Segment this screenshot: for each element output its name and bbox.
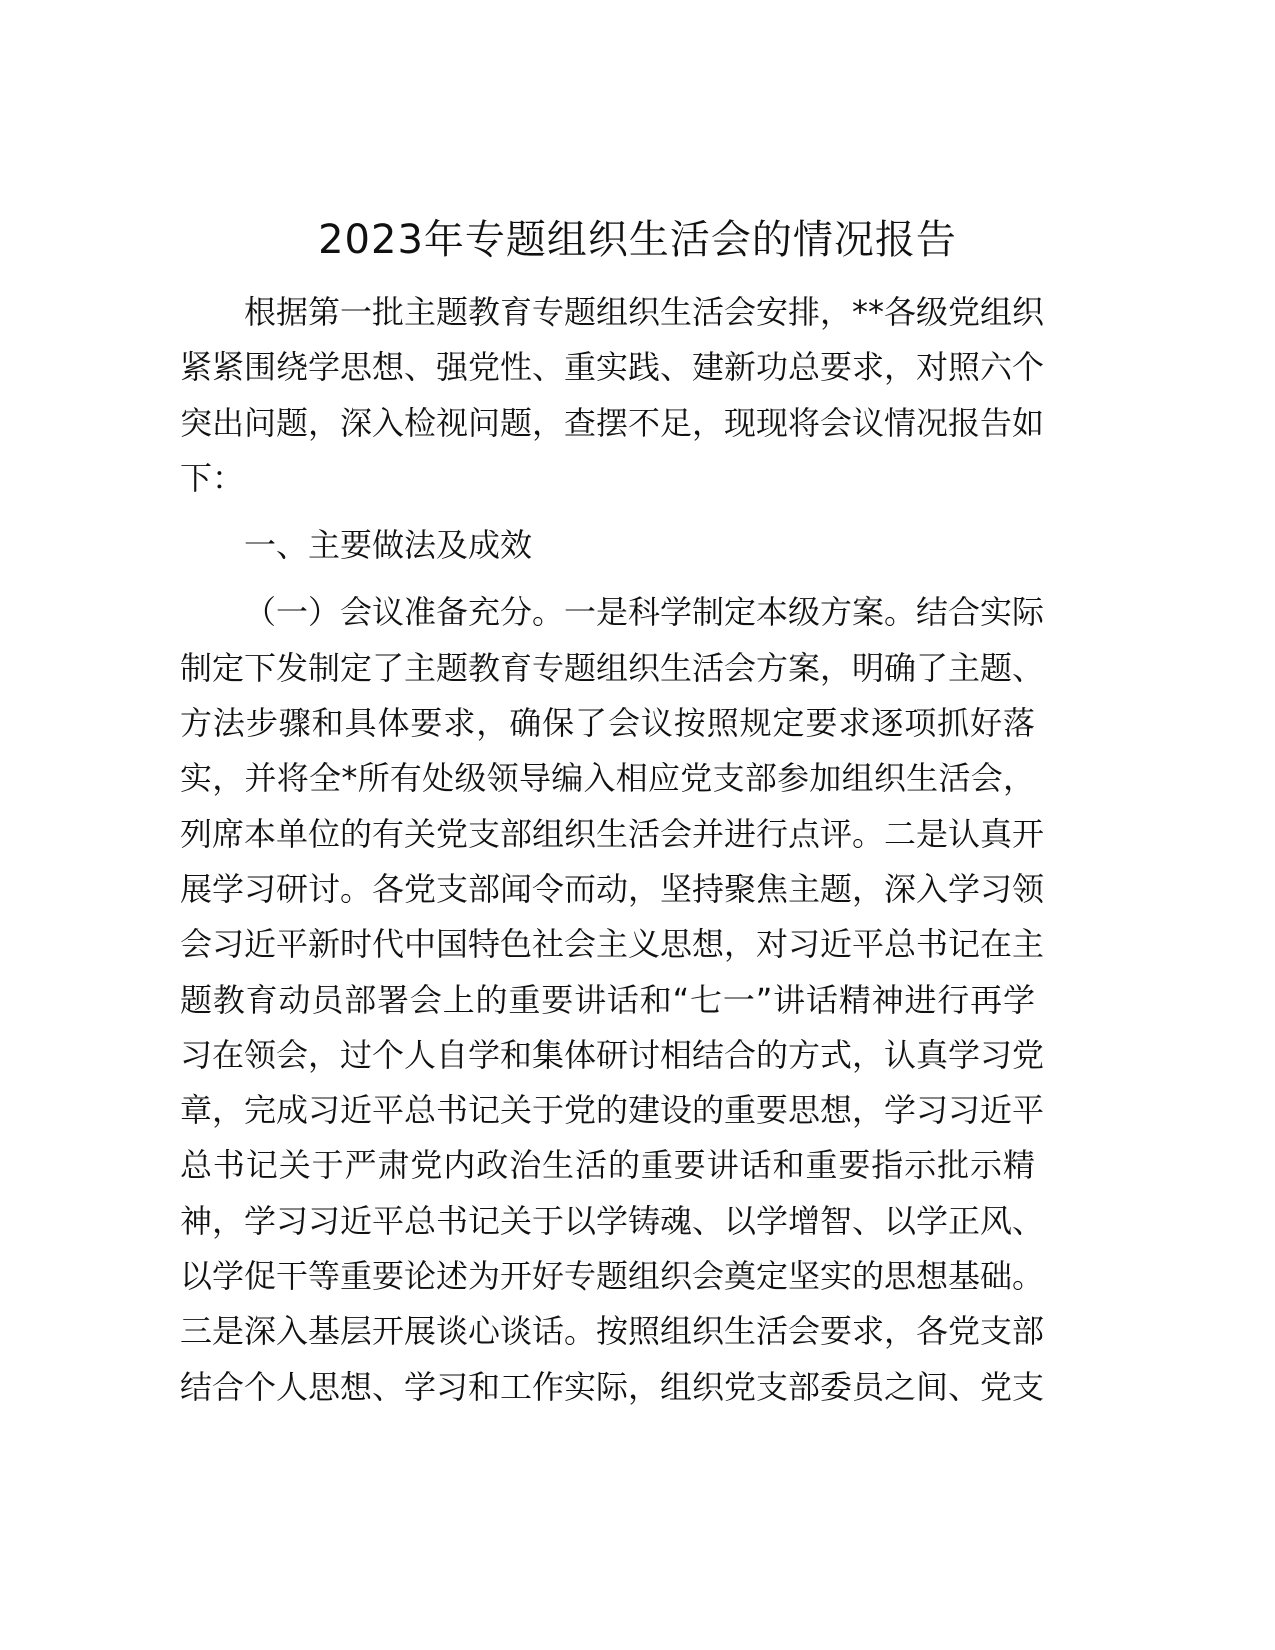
body-text-line: 习在领会，过个人自学和集体研讨相结合的方式，认真学习党 [180,1035,1045,1074]
body-text-line: 神，学习习近平总书记关于以学铸魂、以学增智、以学正风、 [180,1201,1045,1240]
body-text-line: 题教育动员部署会上的重要讲话和“七一”讲话精神进行再学 [180,980,1035,1019]
body-text-line: 方法步骤和具体要求，确保了会议按照规定要求逐项抓好落 [180,704,1035,743]
body-text-line: 紧紧围绕学思想、强党性、重实践、建新功总要求，对照六个 [180,348,1045,387]
body-text-line: 结合个人思想、学习和工作实际，组织党支部委员之间、党支 [180,1367,1045,1406]
body-text-line: 章，完成习近平总书记关于党的建设的重要思想，学习习近平 [180,1091,1045,1130]
document-body [180,285,1045,1415]
body-text-line: 会习近平新时代中国特色社会主义思想，对习近平总书记在主 [180,925,1045,964]
body-text-line: 以学促干等重要论述为开好专题组织会奠定坚实的思想基础。 [180,1257,1045,1296]
body-text-line: 展学习研讨。各党支部闻令而动，坚持聚焦主题，深入学习领 [180,869,1045,908]
body-text-line: 下： [180,458,245,497]
body-text-line: （一）会议准备充分。一是科学制定本级方案。结合实际 [244,593,1045,632]
body-text-line: 根据第一批主题教育专题组织生活会安排，**各级党组织 [244,293,1045,331]
body-text-line: 总书记关于严肃党内政治生活的重要讲话和重要指示批示精 [180,1146,1035,1185]
document-title: 2023年专题组织生活会的情况报告 [318,217,957,263]
body-text-line: 突出问题，深入检视问题，查摆不足，现现将会议情况报告如 [180,403,1045,442]
section-heading: 一、主要做法及成效 [244,526,533,565]
body-text-line: 制定下发制定了主题教育专题组织生活会方案，明确了主题、 [180,648,1045,687]
body-text-line: 实，并将全*所有处级领导编入相应党支部参加组织生活会， [180,759,1035,798]
body-text-line: 三是深入基层开展谈心谈话。按照组织生活会要求，各党支部 [180,1312,1045,1351]
body-text-line: 列席本单位的有关党支部组织生活会并进行点评。二是认真开 [180,814,1045,853]
